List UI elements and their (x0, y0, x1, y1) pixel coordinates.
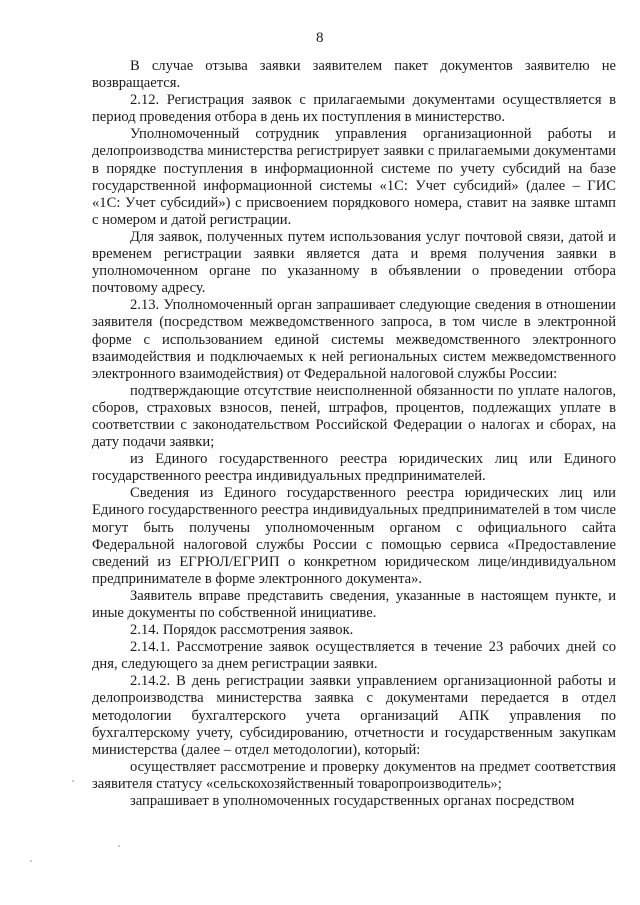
scan-speck (72, 780, 74, 782)
paragraph-2-13-requests: 2.13. Уполномоченный орган запрашивает следующие сведения в отношении заявителя (посредством межведомственного запроса, в том числе в электронной форме с использованием единой системы межведомственного электронного взаимодействия и подключаемых к ней региональных систем межведомственного электронного взаимодействия) от Федеральной налоговой службы России: (92, 297, 616, 382)
paragraph-2-14-2-transfer: 2.14.2. В день регистрации заявки управлением организационной работы и делопроизводства министерства заявка с документами передается в отдел методологии бухгалтерского учета организаций АПК управления по бухгалтерскому учету, субсидированию, отчетности и государственным закупкам министерства (далее – отдел методологии), который: (92, 673, 616, 758)
paragraph-applicant-right: Заявитель вправе представить сведения, указанные в настоящем пункте, и иные документы по собственной инициативе. (92, 587, 616, 621)
paragraph-2-12-registration: 2.12. Регистрация заявок с прилагаемыми документами осуществляется в период проведения отбора в день их поступления в министерство. (92, 92, 616, 126)
paragraph-register-information: Сведения из Единого государственного реестра юридических лиц или Единого государственного реестра индивидуальных предпринимателей в том числе могут быть получены уполномоченным органом с официального сайта Федеральной налоговой службы России с помощью сервиса «Предоставление сведений из ЕГРЮЛ/ЕГРИП о конкретном юридическом лице/индивидуальном предпринимателе в форме электронного документа». (92, 485, 616, 587)
scan-speck (30, 860, 32, 862)
scan-speck (118, 845, 120, 847)
page-number: 8 (316, 30, 324, 46)
paragraph-requests-authorities: запрашивает в уполномоченных государственных органах посредством (130, 793, 575, 810)
paragraph-tax-obligations: подтверждающие отсутствие неисполненной обязанности по уплате налогов, сборов, страховых взносов, пеней, штрафов, процентов, подлежащих уплате в соответствии с законодательством Российской Федерации о налогах и сборах, на дату подачи заявки; (92, 382, 616, 451)
paragraph-status-check: осуществляет рассмотрение и проверку документов на предмет соответствия заявителя статусу «сельскохозяйственный товаропроизводитель»; (92, 758, 616, 792)
paragraph-postal-applications: Для заявок, полученных путем использования услуг почтовой связи, датой и временем регистрации заявки является дата и время получения заявки в уполномоченном органе по указанному в объявлении о проведении отбора почтовому адресу. (92, 228, 616, 297)
paragraph-application-withdrawal: В случае отзыва заявки заявителем пакет документов заявителю не возвращается. (92, 58, 616, 92)
paragraph-authorized-employee: Уполномоченный сотрудник управления организационной работы и делопроизводства министерства регистрирует заявки с прилагаемыми документами в порядке поступления в информационной системе по учету субсидий на базе государственной информационной системы «1С: Учет субсидий» (далее – ГИС «1С: Учет субсидий») с присвоением порядкового номера, ставит на заявке штамп с номером и датой регистрации. (92, 126, 616, 228)
paragraph-2-14-1-review-period: 2.14.1. Рассмотрение заявок осуществляется в течение 23 рабочих дней со дня, следующего за днем регистрации заявки. (92, 639, 616, 673)
paragraph-2-14-procedure: 2.14. Порядок рассмотрения заявок. (130, 622, 354, 639)
document-body (92, 58, 616, 810)
paragraph-state-registers: из Единого государственного реестра юридических лиц или Единого государственного реестра индивидуальных предпринимателей. (92, 451, 616, 485)
